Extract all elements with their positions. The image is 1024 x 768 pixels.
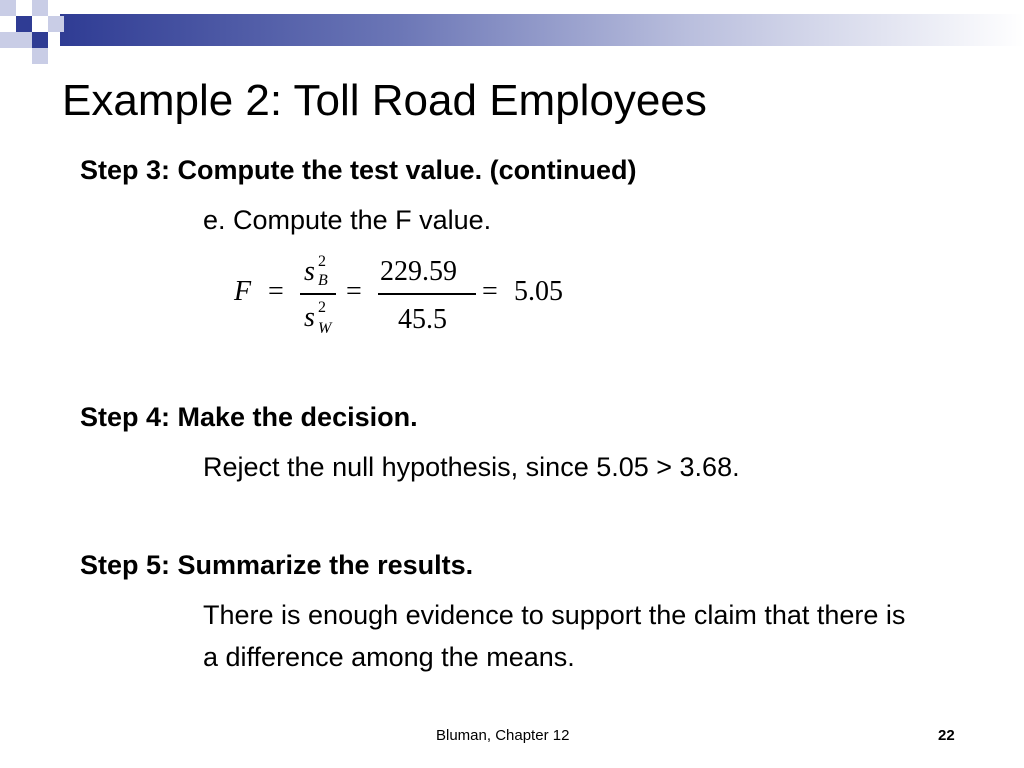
- header-gradient-bar: [60, 14, 1024, 46]
- formula-numerator: 229.59: [380, 256, 457, 287]
- header-square: [32, 48, 48, 64]
- slide-title: Example 2: Toll Road Employees: [62, 76, 707, 125]
- formula-den-sup: 2: [318, 299, 326, 316]
- formula-num-sup: 2: [318, 253, 326, 270]
- formula-num-sub: B: [318, 272, 328, 289]
- formula-fraction-bar: [378, 293, 476, 295]
- formula-num-var: s: [304, 256, 315, 287]
- header-square: [0, 32, 16, 48]
- header-square: [0, 0, 16, 16]
- header-square: [32, 0, 48, 16]
- header-square: [48, 16, 64, 32]
- step4-heading: Step 4: Make the decision.: [80, 402, 418, 432]
- footer-source: Bluman, Chapter 12: [436, 727, 570, 744]
- formula-equals: =: [268, 276, 284, 307]
- step3-heading: Step 3: Compute the test value. (continued): [80, 155, 637, 185]
- step4-detail: Reject the null hypothesis, since 5.05 > 3.68.: [203, 452, 740, 482]
- formula-den-var: s: [304, 302, 315, 333]
- header-square: [16, 32, 32, 48]
- f-value-formula: [232, 250, 592, 350]
- formula-den-sub: W: [318, 320, 332, 337]
- formula-lhs: F: [234, 276, 252, 307]
- formula-result: 5.05: [514, 276, 563, 307]
- formula-denominator: 45.5: [398, 304, 447, 335]
- formula-equals: =: [346, 276, 362, 307]
- header-square: [16, 16, 32, 32]
- formula-equals: =: [482, 276, 498, 307]
- step3-detail: e. Compute the F value.: [203, 205, 492, 235]
- step5-detail: There is enough evidence to support the claim that there is a difference among the means.: [203, 600, 906, 672]
- page-number: 22: [938, 727, 955, 744]
- formula-fraction-bar: [300, 293, 336, 295]
- step5-heading: Step 5: Summarize the results.: [80, 550, 474, 580]
- header-square: [32, 32, 48, 48]
